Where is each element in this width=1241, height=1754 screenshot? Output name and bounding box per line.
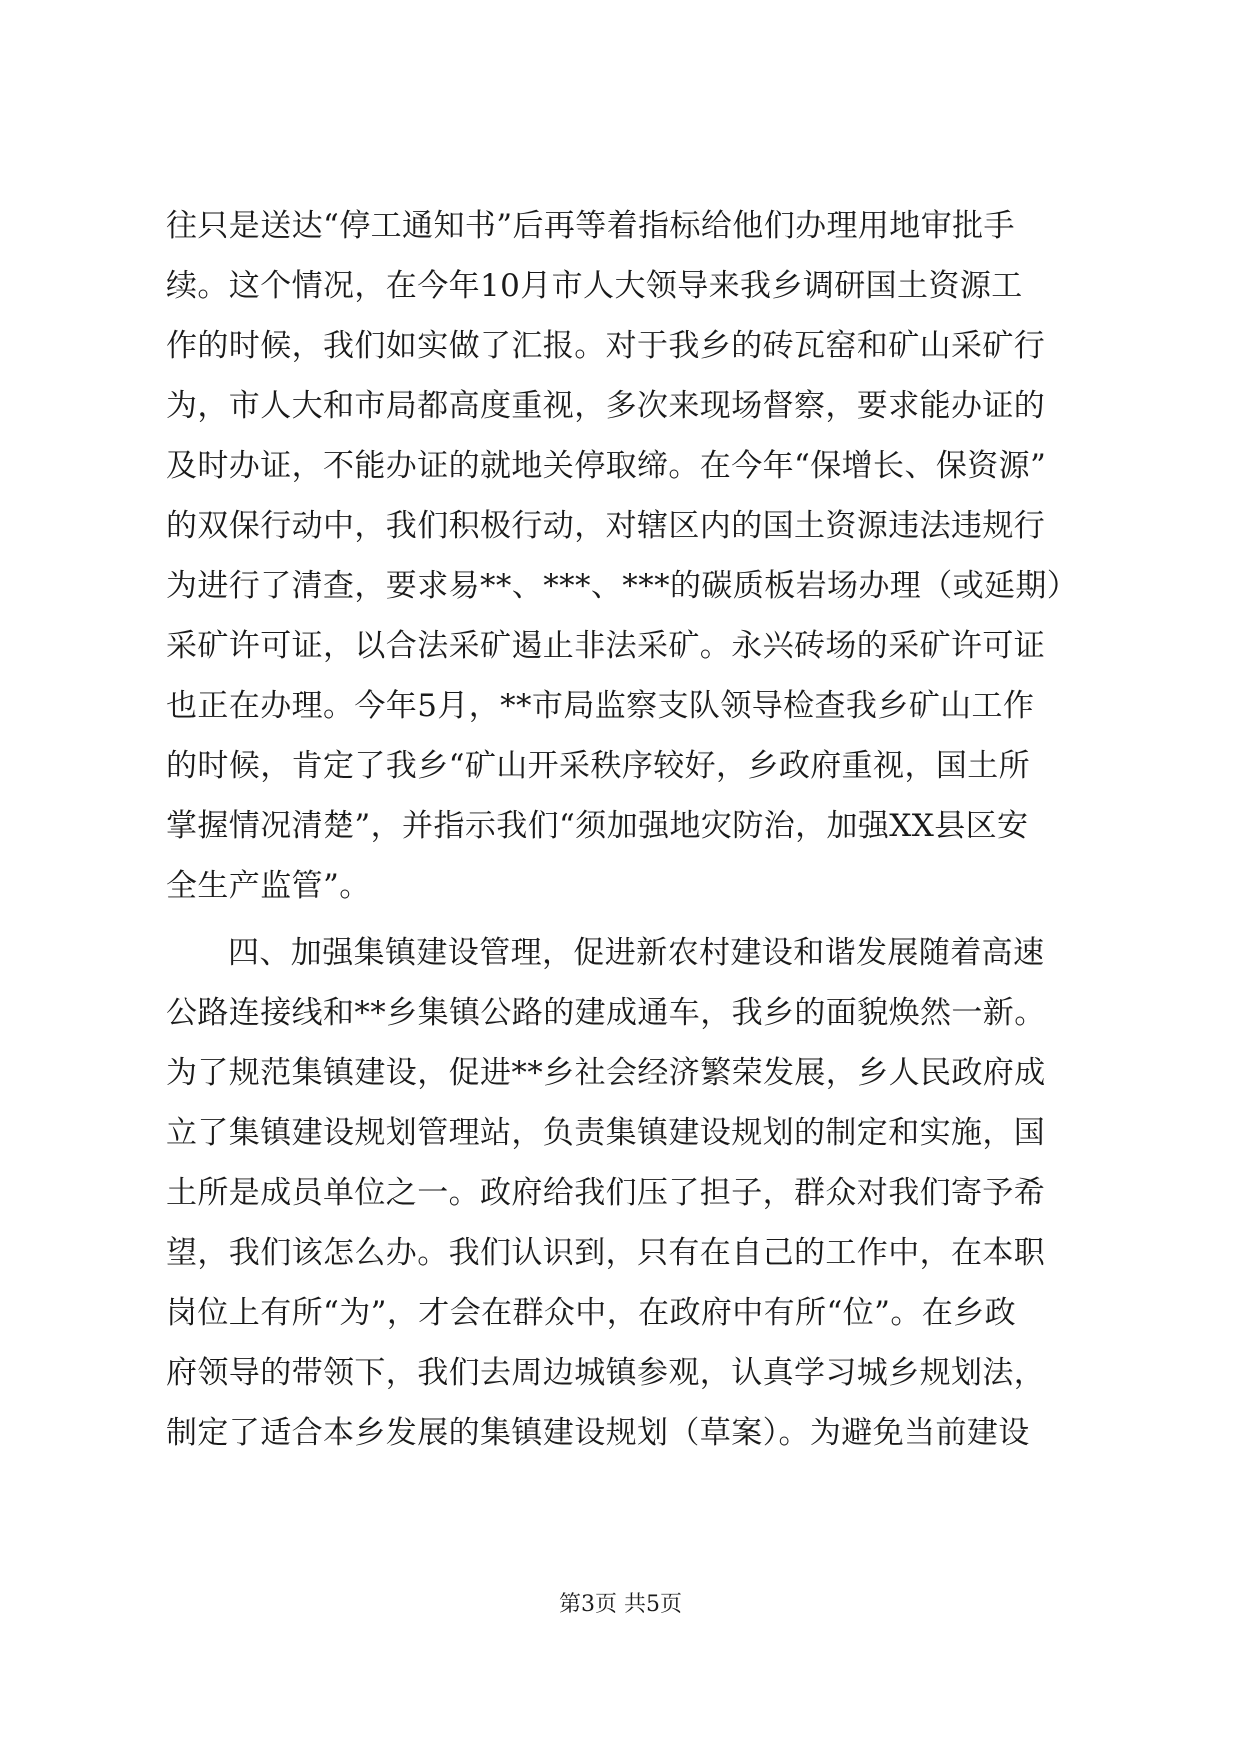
text-line: 立了集镇建设规划管理站，负责集镇建设规划的制定和实施，国 — [166, 1115, 1046, 1151]
page-number-footer: 第3页 共5页 — [559, 1592, 682, 1617]
text-line: 的时候，肯定了我乡“矿山开采秩序较好，乡政府重视，国土所 — [166, 748, 1031, 784]
text-line: 公路连接线和**乡集镇公路的建成通车，我乡的面貌焕然一新。 — [166, 995, 1046, 1031]
text-line: 土所是成员单位之一。政府给我们压了担子，群众对我们寄予希 — [166, 1175, 1046, 1211]
text-line: 掌握情况清楚”，并指示我们“须加强地灾防治，加强XX县区安 — [166, 808, 1029, 844]
text-line: 全生产监管”。 — [166, 868, 371, 904]
paragraph-heading-line: 四、加强集镇建设管理，促进新农村建设和谐发展随着高速 — [228, 935, 1045, 971]
text-line: 及时办证，不能办证的就地关停取缔。在今年“保增长、保资源” — [166, 448, 1047, 484]
text-line: 的双保行动中，我们积极行动，对辖区内的国土资源违法违规行 — [166, 508, 1046, 544]
text-line: 望，我们该怎么办。我们认识到，只有在自己的工作中，在本职 — [166, 1235, 1046, 1271]
text-line: 采矿许可证，以合法采矿遏止非法采矿。永兴砖场的采矿许可证 — [166, 628, 1046, 664]
text-line: 府领导的带领下，我们去周边城镇参观，认真学习城乡规划法， — [166, 1355, 1046, 1391]
text-line: 往只是送达“停工通知书”后再等着指标给他们办理用地审批手 — [166, 208, 1015, 244]
text-line: 岗位上有所“为”，才会在群众中，在政府中有所“位”。在乡政 — [166, 1295, 1016, 1331]
text-line: 也正在办理。今年5月，**市局监察支队领导检查我乡矿山工作 — [166, 688, 1035, 724]
text-line: 制定了适合本乡发展的集镇建设规划（草案）。为避免当前建设 — [166, 1415, 1030, 1451]
text-line: 作的时候，我们如实做了汇报。对于我乡的砖瓦窑和矿山采矿行 — [166, 328, 1046, 364]
text-line: 续。这个情况，在今年10月市人大领导来我乡调研国土资源工 — [166, 268, 1023, 304]
text-line: 为，市人大和市局都高度重视，多次来现场督察，要求能办证的 — [166, 388, 1046, 424]
text-line: 为进行了清查，要求易**、***、***的碳质板岩场办理（或延期） — [166, 568, 1079, 604]
text-line: 为了规范集镇建设，促进**乡社会经济繁荣发展，乡人民政府成 — [166, 1055, 1046, 1091]
